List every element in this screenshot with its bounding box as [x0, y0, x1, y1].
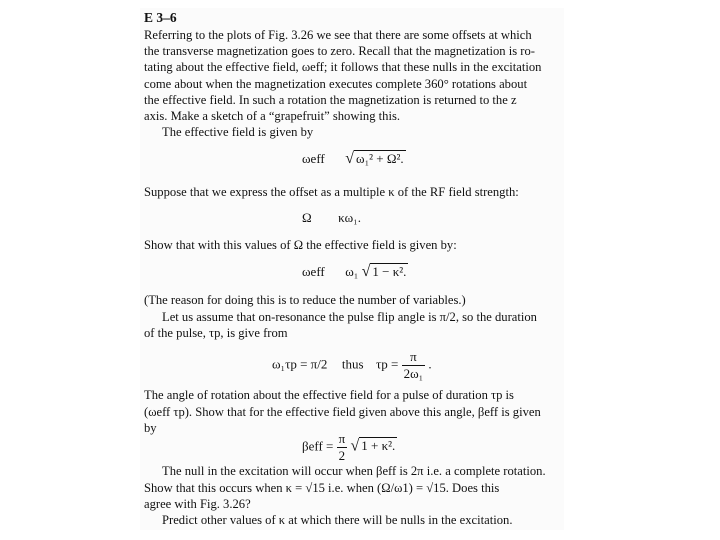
- equation-rhs: κω₁.: [338, 210, 361, 225]
- equation-lhs: ωeff: [302, 151, 325, 166]
- equation-thus: thus: [341, 356, 364, 372]
- paragraph-line: The angle of rotation about the effective field for a pulse of duration τp is: [144, 388, 514, 402]
- fraction-numerator: π: [402, 349, 426, 366]
- equation-effective-field-kappa: ωeff ω₁ √ 1 − κ².: [302, 263, 407, 280]
- paragraph-line: Referring to the plots of Fig. 3.26 we see that there are some offsets at which: [144, 28, 532, 42]
- equation-lhs: βeff =: [302, 438, 334, 454]
- equation-lhs: Ω: [302, 210, 312, 225]
- equation-fraction: [337, 431, 348, 464]
- equation-radicand: 1 + κ².: [361, 438, 396, 454]
- equation-radicand: 1 − κ².: [372, 264, 407, 279]
- equation-effective-field: ωeff √ ω₁² + Ω².: [302, 150, 404, 167]
- fraction-numerator: π: [338, 431, 346, 446]
- paragraph-line: The effective field is given by: [162, 125, 314, 139]
- equation-tau: τp =: [376, 356, 399, 372]
- equation-factor: ω₁: [345, 264, 359, 279]
- paragraph-line: the transverse magnetization goes to zero. Recall that the magnetization is ro-: [144, 44, 535, 58]
- paragraph-line: by: [144, 421, 157, 435]
- paragraph-line: tating about the effective field, ωeff; it follows that these nulls in the excitation: [144, 60, 542, 74]
- paragraph-line: of the pulse, τp, is give from: [144, 326, 288, 340]
- paragraph-line: Predict other values of κ at which there will be nulls in the excitation.: [162, 513, 513, 527]
- fraction-denominator: 2: [338, 448, 346, 463]
- paragraph-line: the effective field. In such a rotation the magnetization is returned to the z: [144, 93, 517, 107]
- paragraph-line: axis. Make a sketch of a “grapefruit” showing this.: [144, 109, 400, 123]
- paragraph-line: (ωeff τp). Show that for the effective field given above this angle, βeff is given: [144, 405, 541, 419]
- equation-fraction: [402, 349, 426, 382]
- paragraph-line: agree with Fig. 3.26?: [144, 497, 251, 511]
- equation-pulse-duration: [272, 349, 432, 382]
- equation-beta-eff: βeff = $\frac{\pi}{2}$ √ 1 + κ².: [302, 431, 396, 463]
- paragraph-line: Show that this occurs when κ = √15 i.e. when (Ω/ω1) = √15. Does this: [144, 481, 500, 495]
- paragraph-line: Let us assume that on-resonance the pulse flip angle is π/2, so the duration: [162, 310, 537, 324]
- exercise-heading: E 3–6: [144, 10, 177, 25]
- paragraph-line: Show that with this values of Ω the effective field is given by:: [144, 238, 457, 252]
- paragraph-line: The null in the excitation will occur when βeff is 2π i.e. a complete rotation.: [162, 464, 546, 478]
- paragraph-line: come about when the magnetization executes complete 360° rotations about: [144, 77, 528, 91]
- equation-lhs: ω₁τp = π/2: [272, 356, 328, 372]
- equation-end: .: [428, 356, 432, 372]
- equation-radicand: ω₁² + Ω².: [356, 151, 404, 166]
- equation-offset: [302, 210, 361, 226]
- paragraph-line: (The reason for doing this is to reduce the number of variables.): [144, 293, 466, 307]
- fraction-denominator: 2ω₁: [403, 366, 424, 381]
- equation-lhs: ωeff: [302, 264, 325, 279]
- paragraph-line: Suppose that we express the offset as a multiple κ of the RF field strength:: [144, 185, 519, 199]
